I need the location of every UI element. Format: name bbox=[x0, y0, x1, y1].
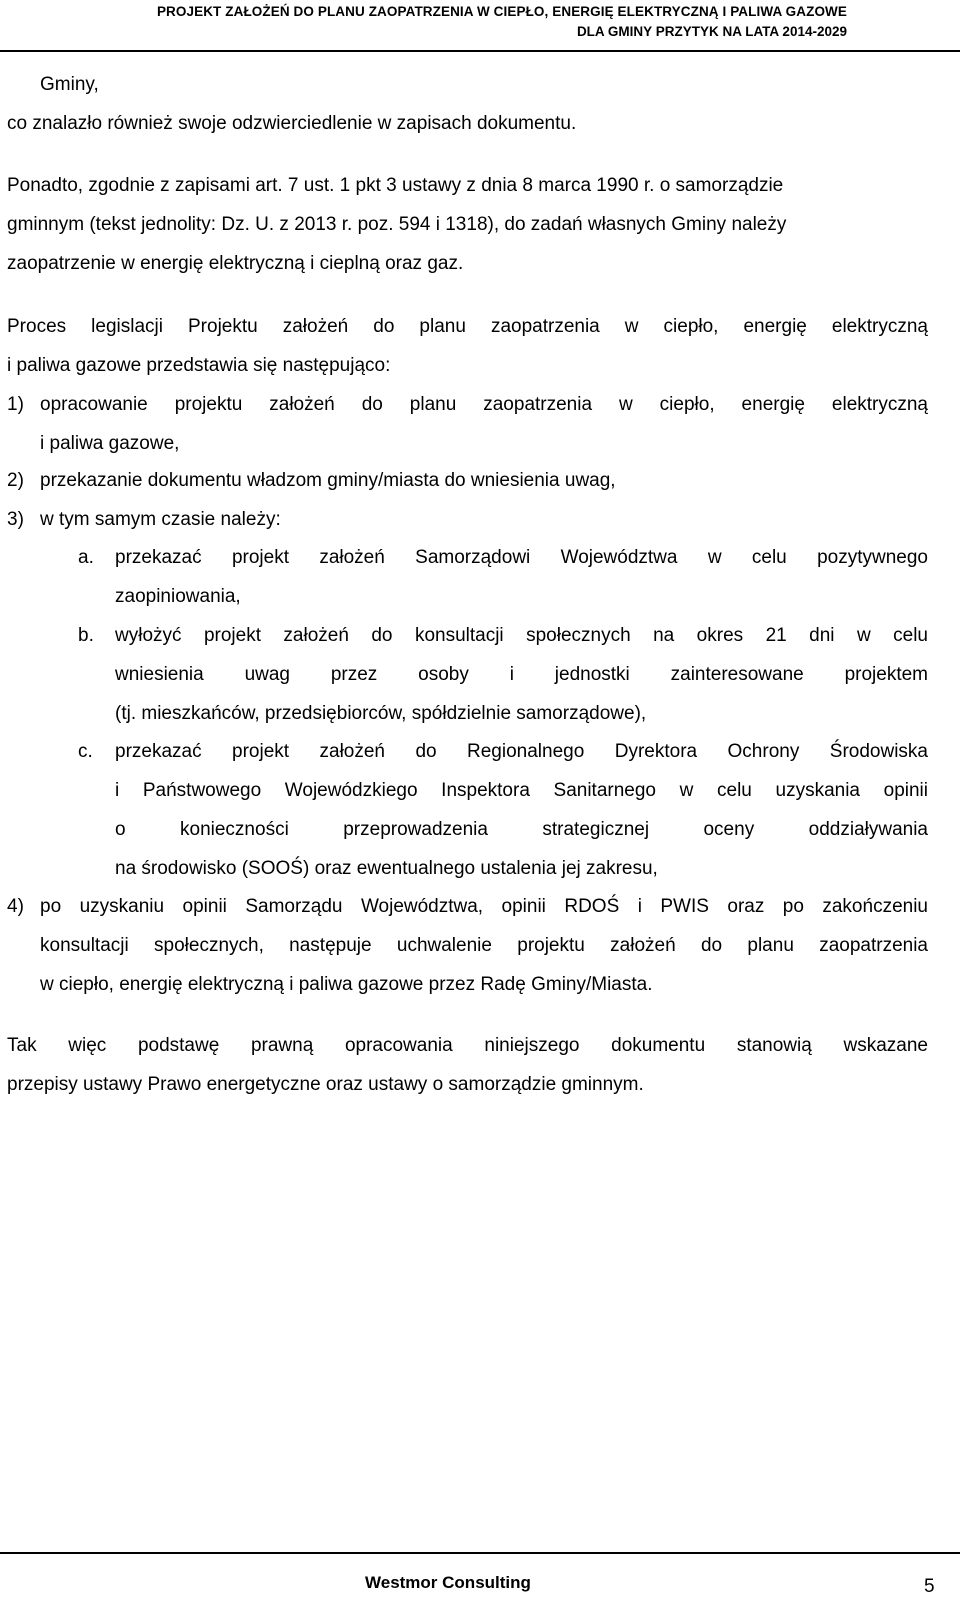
text-line: i paliwa gazowe przedstawia się następująco: bbox=[7, 355, 391, 376]
text-line: co znalazło również swoje odzwierciedlenie w zapisach dokumentu. bbox=[7, 113, 577, 134]
list-item-text: po uzyskaniu opinii Samorządu Województwa, opinii RDOŚ i PWIS oraz po zakończeniu bbox=[40, 896, 928, 917]
list-number: 3) bbox=[7, 509, 24, 530]
list-item-text: przekazanie dokumentu władzom gminy/miasta do wniesienia uwag, bbox=[40, 470, 616, 491]
text-line: Ponadto, zgodnie z zapisami art. 7 ust. 1 pkt 3 ustawy z dnia 8 marca 1990 r. o samorządzie bbox=[7, 175, 784, 196]
list-item-text: konsultacji społecznych, następuje uchwalenie projektu założeń do planu zaopatrzenia bbox=[40, 935, 928, 956]
sublist-item-text: o konieczności przeprowadzenia strategicznej oceny oddziaływania bbox=[115, 819, 928, 840]
sublist-item-text: zaopiniowania, bbox=[115, 586, 241, 607]
sublist-letter: a. bbox=[78, 547, 94, 568]
list-item-text: i paliwa gazowe, bbox=[40, 433, 180, 454]
list-item-text: opracowanie projektu założeń do planu zaopatrzenia w ciepło, energię elektryczną bbox=[40, 394, 928, 415]
sublist-item-text: wniesienia uwag przez osoby i jednostki zainteresowane projektem bbox=[115, 664, 928, 685]
header-title-line1: PROJEKT ZAŁOŻEŃ DO PLANU ZAOPATRZENIA W CIEPŁO, ENERGIĘ ELEKTRYCZNĄ I PALIWA GAZOWE bbox=[156, 4, 847, 19]
text-line: przepisy ustawy Prawo energetyczne oraz ustawy o samorządzie gminnym. bbox=[7, 1074, 644, 1095]
text-line: Tak więc podstawę prawną opracowania niniejszego dokumentu stanowią wskazane bbox=[7, 1035, 928, 1056]
sublist-letter: c. bbox=[78, 741, 93, 762]
header-title-line2: DLA GMINY PRZYTYK NA LATA 2014-2029 bbox=[576, 24, 847, 39]
text-line: gminnym (tekst jednolity: Dz. U. z 2013 r. poz. 594 i 1318), do zadań własnych Gminy należy bbox=[7, 214, 787, 235]
sublist-item-text: wyłożyć projekt założeń do konsultacji społecznych na okres 21 dni w celu bbox=[115, 625, 928, 646]
list-number: 1) bbox=[7, 394, 24, 415]
text-line: zaopatrzenie w energię elektryczną i cieplną oraz gaz. bbox=[7, 253, 464, 274]
page-number: 5 bbox=[924, 1576, 935, 1597]
header-divider bbox=[0, 50, 960, 52]
sublist-item-text: przekazać projekt założeń Samorządowi Województwa w celu pozytywnego bbox=[115, 547, 928, 568]
sublist-item-text: na środowisko (SOOŚ) oraz ewentualnego ustalenia jej zakresu, bbox=[115, 858, 658, 879]
page-header bbox=[157, 2, 847, 42]
footer-company: Westmor Consulting bbox=[365, 1573, 531, 1592]
list-item-text: w tym samym czasie należy: bbox=[40, 509, 281, 530]
sublist-letter: b. bbox=[78, 625, 94, 646]
footer-divider bbox=[0, 1552, 960, 1554]
sublist-item-text: i Państwowego Wojewódzkiego Inspektora Sanitarnego w celu uzyskania opinii bbox=[115, 780, 928, 801]
text-line: Gminy, bbox=[40, 74, 99, 95]
text-line: Proces legislacji Projektu założeń do planu zaopatrzenia w ciepło, energię elektryczną bbox=[7, 316, 928, 337]
list-item-text: w ciepło, energię elektryczną i paliwa gazowe przez Radę Gminy/Miasta. bbox=[40, 974, 653, 995]
list-number: 4) bbox=[7, 896, 24, 917]
sublist-item-text: (tj. mieszkańców, przedsiębiorców, spółdzielnie samorządowe), bbox=[115, 703, 647, 724]
sublist-item-text: przekazać projekt założeń do Regionalnego Dyrektora Ochrony Środowiska bbox=[115, 741, 928, 762]
list-number: 2) bbox=[7, 470, 24, 491]
